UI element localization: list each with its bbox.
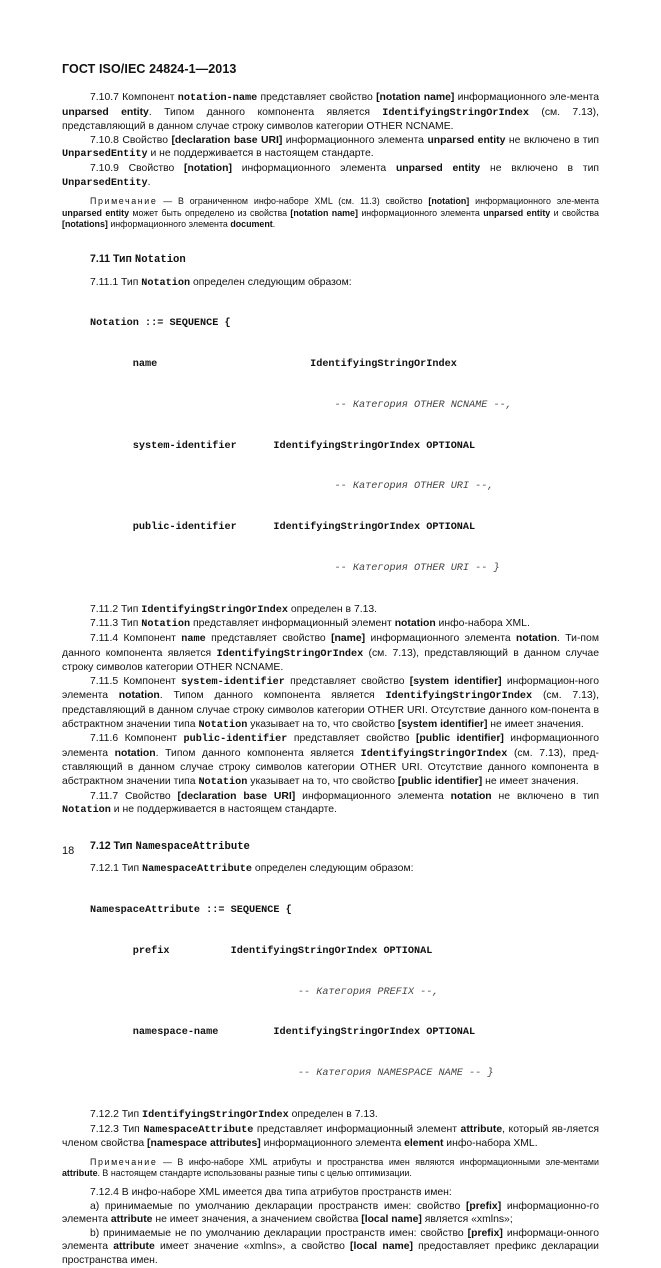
text: инфо-набора XML. [435,618,530,630]
text: представляет свойство [284,675,410,687]
code-term: public-identifier [183,734,288,746]
element-term: attribute [460,1123,503,1135]
code-term: system-identifier [180,676,285,688]
text: не имеет значения, а значением свойства [152,1214,362,1226]
text: — В инфо-наборе XML атрибуты и пространства имен являются информационными эле-ментами [157,1156,599,1167]
text: 7.12.3 Тип [90,1123,144,1135]
asn1-code-notation [62,290,599,603]
text: указывает на то, что свойство [247,775,398,787]
text: . Ти-пом данного компонента является [62,632,599,659]
text: информационного элемента [107,219,231,230]
text: . В настоящем стандарте использованы разные типы с целью оптимизации. [97,1168,412,1179]
text: информационного элемента [357,207,484,218]
text: 7.12.1 Тип [90,863,142,875]
property-term: [notation] [428,196,470,207]
text: и не поддерживается в настоящем стандарте. [110,804,337,816]
paragraph-7-10-7 [62,91,599,134]
paragraph-7-12-4: 7.12.4 В инфо-наборе XML имеется два типа атрибутов пространств имен: [90,1186,452,1198]
note-1 [62,196,599,231]
list-item-a [62,1200,599,1227]
paragraph-7-11-1 [62,276,599,291]
text: не имеет значения. [482,775,579,787]
code-term: IdentifyingStringOrIndex [216,648,364,660]
code-line: namespace-name IdentifyingStringOrIndex OPTIONAL [90,1027,476,1039]
code-term: IdentifyingStringOrIndex [360,748,508,760]
text: (см. 7.13), пред-ставляющий в данном случае строку символов категории OTHER URI. Отсутствие данного компонента в абстрактном значении типа [62,747,599,787]
code-line: name IdentifyingStringOrIndex [90,359,457,371]
element-term: attribute [110,1214,153,1226]
property-term: [declaration base URI] [171,134,283,146]
text: представляет информационный элемент [253,1123,461,1135]
code-term: IdentifyingStringOrIndex [385,691,533,703]
code-term: Notation [198,719,248,731]
text: определен в 7.13. [288,1108,378,1120]
code-line: NamespaceAttribute ::= SEQUENCE { [90,905,292,917]
code-term: name [181,633,206,645]
text: — В ограниченном инфо-наборе XML (см. 11.3) свойство [157,196,429,207]
text: информационного элемента [365,632,517,644]
text: определен следующим образом: [190,276,352,288]
code-comment: -- Категория OTHER URI -- } [90,563,500,574]
text: и не поддерживается в настоящем стандарте. [147,148,374,160]
text: является «xmlns»; [421,1214,513,1226]
code-line: public-identifier IdentifyingStringOrIndex OPTIONAL [90,522,476,534]
text: не включено в тип [505,134,600,146]
section-heading-7-12 [62,840,599,855]
property-term: [notation name] [290,207,358,218]
property-term: [public identifier] [415,733,504,745]
text: информационного элемента [282,134,428,146]
text: и свойства [550,207,599,218]
paragraph-7-10-9 [62,162,599,190]
text: 7.11.2 Тип [90,603,142,615]
paragraph-7-10-8 [62,134,599,162]
paragraph-7-12-2 [62,1108,599,1123]
property-term: [namespace attributes] [147,1138,261,1150]
code-term: Notation [141,619,191,631]
text: не имеет значения. [487,718,584,730]
text: информационно-го элемента [62,1200,599,1226]
code-term: notation-name [177,93,258,104]
text: . Типом данного компонента является [148,106,383,118]
text: 7.12.2 Тип [90,1108,142,1120]
text: информационного элемента [231,162,396,174]
section-number: 7.11 Тип [90,252,135,265]
page-number: 18 [62,845,75,857]
text: . [147,176,151,188]
property-term: [prefix] [467,1227,503,1239]
property-term: [system identifier] [397,718,488,730]
text: (см. 7.13), представляющий в данном случае строку символов категории OTHER URI. Отсутствие данного ком-понента в абстрактном значении типа [62,690,599,730]
element-term: unparsed entity [62,207,130,218]
property-term: [system identifier] [409,675,502,687]
element-term: unparsed entity [395,162,481,174]
element-term: unparsed entity [483,207,551,218]
text: имеет значение «xmlns», а свойство [154,1241,351,1253]
code-term: Notation [198,776,248,788]
text: информационного элемента [260,1138,405,1150]
code-term: IdentifyingStringOrIndex [382,107,530,119]
text: 7.11.1 Тип [90,276,142,288]
element-term: element [404,1138,444,1150]
paragraph-7-12-1 [62,862,599,877]
element-term: notation [450,790,492,802]
paragraph-7-11-6 [62,732,599,789]
text: представляет свойство [287,733,416,745]
element-term: notation [118,690,160,702]
page-content [62,91,599,1268]
text: представляет свойство [257,92,377,103]
text: представляет свойство [205,632,332,644]
text: 7.11.6 Компонент [90,733,184,745]
text: не включено в тип [491,790,599,802]
property-term: [notation name] [376,92,455,103]
element-term: notation [516,632,557,644]
text: . Типом данного компонента является [159,690,386,702]
text: . Типом данного компонента является [155,747,361,759]
section-heading-7-11 [62,253,599,268]
text: (см. 7.13), представляющий в данном случае строку символов категории OTHER NCNAME. [62,106,599,133]
code-term: Notation [141,277,191,289]
code-term: NamespaceAttribute [141,864,253,876]
list-item-b [62,1227,599,1268]
property-term: [local name] [361,1214,422,1226]
text: 7.11.3 Тип [90,618,142,630]
text: 7.11.7 Свойство [90,790,178,802]
text: а) принимаемые по умолчанию декларации пространств имен: свойство [90,1200,466,1212]
property-term: [local name] [350,1241,413,1253]
code-comment: -- Категория OTHER URI --, [90,481,494,493]
text: информаци-онного элемента [62,1227,599,1253]
code-line: Notation ::= SEQUENCE { [90,318,231,330]
paragraph-7-11-4 [62,632,599,675]
paragraph-7-11-7 [62,790,599,818]
code-term: UnparsedEntity [62,177,148,189]
text: 7.10.9 Свойство [90,162,185,174]
code-line: system-identifier IdentifyingStringOrIndex OPTIONAL [90,440,476,452]
text: информационного эле-мента [454,92,599,103]
property-term: [public identifier] [397,775,483,787]
property-term: [name] [331,632,366,644]
note-label: Примечание [90,196,158,207]
code-term: UnparsedEntity [62,149,148,161]
code-term: IdentifyingStringOrIndex [141,604,288,616]
text: 7.11.4 Компонент [90,632,182,644]
element-term: attribute [62,1168,98,1179]
element-term: document [230,219,273,230]
text: информационного эле-мента [469,196,599,207]
section-type-name: NamespaceAttribute [135,840,250,853]
paragraph-7-11-5 [62,675,599,732]
text: предоставляет префикс декларации пространства имен. [62,1241,599,1266]
text: . [272,219,276,230]
paragraph-7-11-3 [62,617,599,632]
text: b) принимаемые не по умолчанию декларации пространств имен: свойство [90,1227,468,1239]
element-term: unparsed entity [62,106,149,118]
asn1-code-namespace-attribute [62,877,599,1108]
text: информационного элемента [62,733,600,759]
text: не включено в тип [480,162,600,174]
code-comment: -- Категория OTHER NCNAME --, [90,399,512,411]
text: (см. 7.13), представляющий в данном случае строку символов категории OTHER NCNAME. [62,647,599,674]
text: может быть определено из свойства [129,207,291,218]
code-term: Notation [62,805,111,817]
property-term: [notation] [184,162,232,174]
text: определен следующим образом: [252,863,414,875]
paragraph-7-12-3 [62,1123,599,1151]
text: информационного элемента [295,790,451,802]
element-term: unparsed entity [427,134,506,146]
element-term: attribute [113,1241,155,1253]
section-number: 7.12 Тип [90,839,136,852]
element-term: notation [394,618,436,630]
text: указывает на то, что свойство [247,718,398,730]
code-term: NamespaceAttribute [143,1124,254,1136]
text: 7.10.7 Компонент [90,92,178,103]
property-term: [notations] [62,219,108,230]
property-term: [prefix] [465,1200,502,1212]
text: 7.11.5 Компонент [90,675,181,687]
section-type-name: Notation [134,253,186,266]
paragraph-7-11-2 [62,603,599,618]
text: определен в 7.13. [287,603,378,615]
note-label: Примечание [90,1156,158,1167]
element-term: notation [114,747,156,759]
code-comment: -- Категория PREFIX --, [90,986,439,998]
document-header: ГОСТ ISO/IEC 24824-1—2013 [62,62,237,76]
property-term: [declaration base URI] [177,790,296,802]
code-comment: -- Категория NAMESPACE NAME -- } [90,1068,494,1080]
code-line: prefix IdentifyingStringOrIndex OPTIONAL [90,945,433,957]
text: , который яв-ляется членом свойства [62,1123,599,1150]
text: инфо-набора XML. [443,1138,538,1150]
code-term: IdentifyingStringOrIndex [141,1109,289,1121]
note-2 [62,1157,599,1180]
text: представляет информационный элемент [190,618,395,630]
text: 7.10.8 Свойство [90,134,172,146]
text: информацион-ного элемента [62,675,599,702]
